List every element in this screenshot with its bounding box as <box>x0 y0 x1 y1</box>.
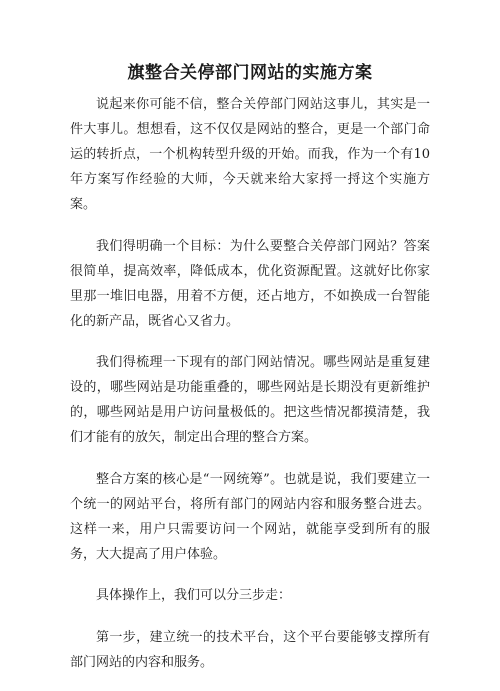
document-body <box>70 92 430 691</box>
paragraph: 具体操作上，我们可以分三步走： <box>96 588 292 603</box>
paragraph: 整合方案的核心是“一网统筹”。也就是说，我们要建立一个统一的网站平台，将所有部门的网站内容和服务整合进去。这样一来，用户只需要访问一个网站，就能享受到所有的服务，大大提高了用户体验。 <box>70 471 430 562</box>
paragraph: 第一步，建立统一的技术平台，这个平台要能够支撑所有部门网站的内容和服务。 <box>70 629 430 670</box>
document-title: 旗整合关停部门网站的实施方案 <box>127 63 373 83</box>
paragraph: 我们得明确一个目标：为什么要整合关停部门网站？答案很简单，提高效率，降低成本，优化资源配置。这就好比你家里那一堆旧电器，用着不方便，还占地方，不如换成一台智能化的新产品，既省心又省力。 <box>70 238 430 329</box>
paragraph: 我们得梳理一下现有的部门网站情况。哪些网站是重复建设的，哪些网站是功能重叠的，哪些网站是长期没有更新维护的，哪些网站是用户访问量极低的。把这些情况都摸清楚，我们才能有的放矢，制定出合理的整合方案。 <box>70 355 430 445</box>
paragraph: 说起来你可能不信，整合关停部门网站这事儿，其实是一件大事儿。想想看，这不仅仅是网站的整合，更是一个部门命运的转折点，一个机构转型升级的开始。而我，作为一个有10年方案写作经验的大师，今天就来给大家捋一捋这个实施方案。 <box>70 97 430 212</box>
